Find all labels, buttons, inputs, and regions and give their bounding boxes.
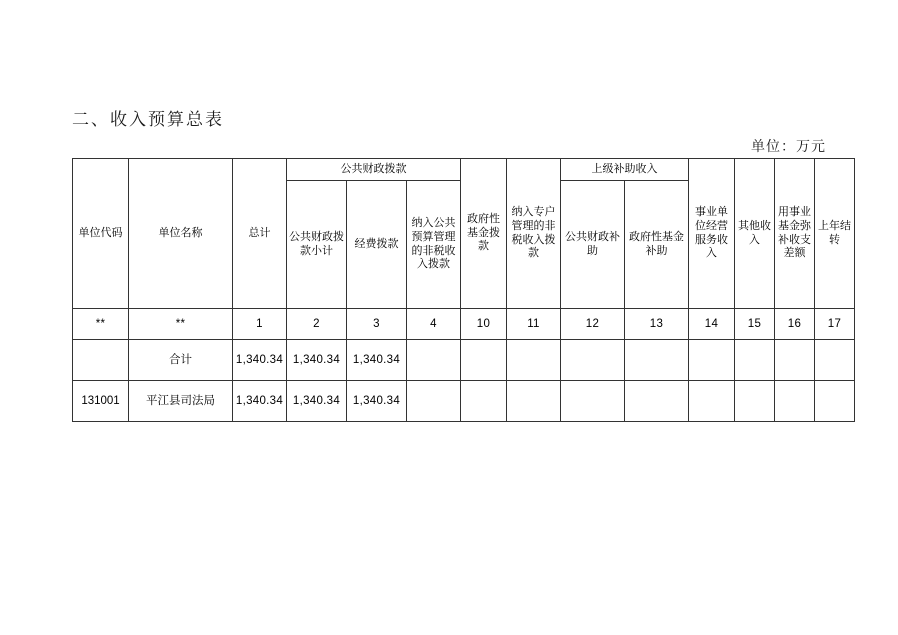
- unit-note: 单位：万元: [751, 138, 826, 154]
- colnum-public-finance-sub: 2: [287, 309, 347, 340]
- header-unit-code: 单位代码: [73, 159, 129, 309]
- cell-business-operating: [689, 381, 735, 422]
- colnum-prior-year-carryover: 17: [815, 309, 855, 340]
- colnum-unit-code: **: [73, 309, 129, 340]
- table-row: [73, 381, 855, 422]
- colnum-total: 1: [233, 309, 287, 340]
- cell-superior-public-finance: [561, 381, 625, 422]
- colnum-other-income: 15: [735, 309, 775, 340]
- cell-special-account: [507, 381, 561, 422]
- income-budget-table-wrapper: [72, 158, 851, 422]
- header-superior-gov-fund: 政府性基金补助: [625, 181, 689, 309]
- colnum-unit-name: **: [129, 309, 233, 340]
- cell-unit-code: [73, 340, 129, 381]
- table-row: [73, 340, 855, 381]
- header-unit-name: 单位名称: [129, 159, 233, 309]
- header-gov-fund: 政府性基金拨款: [461, 159, 507, 309]
- cell-non-tax-income: [407, 340, 461, 381]
- cell-total: 1,340.34: [233, 340, 287, 381]
- colnum-superior-gov-fund: 13: [625, 309, 689, 340]
- cell-prior-year-carryover: [815, 340, 855, 381]
- cell-unit-code: 131001: [73, 381, 129, 422]
- cell-superior-public-finance: [561, 340, 625, 381]
- header-public-finance-group: 公共财政拨款: [287, 159, 461, 181]
- header-total: 总计: [233, 159, 287, 309]
- cell-unit-name: 平江县司法局: [129, 381, 233, 422]
- header-public-finance-sub: 公共财政拨款小计: [287, 181, 347, 309]
- cell-public-finance-sub: 1,340.34: [287, 381, 347, 422]
- cell-gov-fund: [461, 340, 507, 381]
- cell-non-tax-income: [407, 381, 461, 422]
- cell-superior-gov-fund: [625, 381, 689, 422]
- income-budget-table: [72, 158, 855, 422]
- colnum-gov-fund: 10: [461, 309, 507, 340]
- colnum-business-operating: 14: [689, 309, 735, 340]
- table-header: [73, 159, 855, 309]
- colnum-superior-public-finance: 12: [561, 309, 625, 340]
- cell-special-account: [507, 340, 561, 381]
- header-prior-year-carryover: 上年结转: [815, 159, 855, 309]
- header-fund-balance: 用事业基金弥补收支差额: [775, 159, 815, 309]
- cell-fund-balance: [775, 381, 815, 422]
- cell-other-income: [735, 381, 775, 422]
- cell-operating-funds: 1,340.34: [347, 340, 407, 381]
- header-business-operating: 事业单位经营服务收入: [689, 159, 735, 309]
- header-non-tax-income: 纳入公共预算管理的非税收入拨款: [407, 181, 461, 309]
- cell-public-finance-sub: 1,340.34: [287, 340, 347, 381]
- colnum-special-account: 11: [507, 309, 561, 340]
- table-row-column-numbers: [73, 309, 855, 340]
- cell-fund-balance: [775, 340, 815, 381]
- cell-unit-name: 合计: [129, 340, 233, 381]
- colnum-non-tax-income: 4: [407, 309, 461, 340]
- header-superior-subsidy-group: 上级补助收入: [561, 159, 689, 181]
- header-other-income: 其他收入: [735, 159, 775, 309]
- cell-business-operating: [689, 340, 735, 381]
- header-operating-funds: 经费拨款: [347, 181, 407, 309]
- page-title: 二、收入预算总表: [72, 110, 224, 129]
- table-body: [73, 309, 855, 422]
- cell-total: 1,340.34: [233, 381, 287, 422]
- cell-prior-year-carryover: [815, 381, 855, 422]
- header-special-account: 纳入专户管理的非税收入拨款: [507, 159, 561, 309]
- cell-gov-fund: [461, 381, 507, 422]
- colnum-operating-funds: 3: [347, 309, 407, 340]
- cell-superior-gov-fund: [625, 340, 689, 381]
- cell-operating-funds: 1,340.34: [347, 381, 407, 422]
- colnum-fund-balance: 16: [775, 309, 815, 340]
- cell-other-income: [735, 340, 775, 381]
- header-superior-public-finance: 公共财政补助: [561, 181, 625, 309]
